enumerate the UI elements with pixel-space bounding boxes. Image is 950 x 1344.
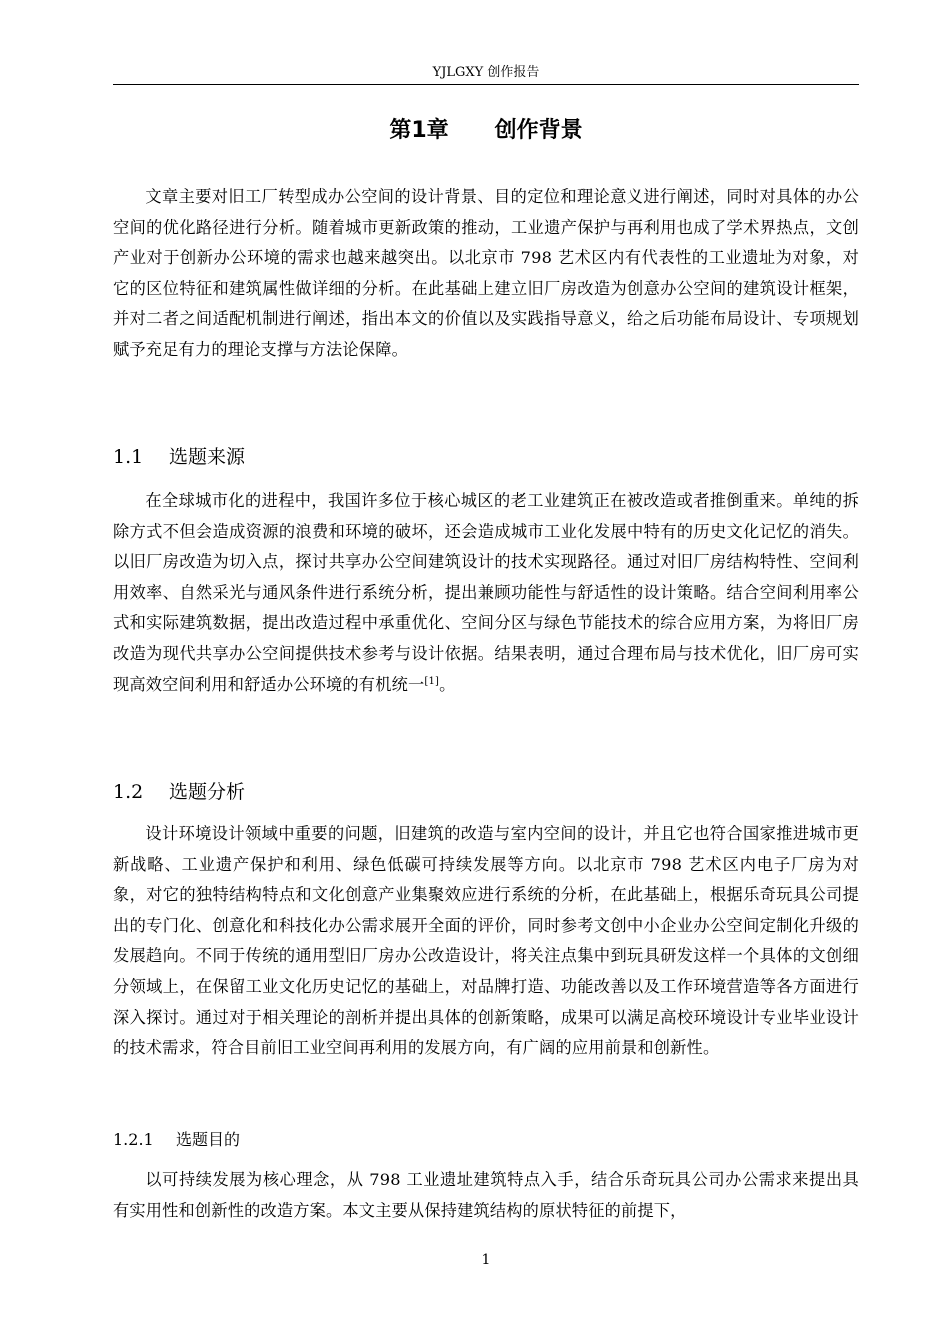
sentence-end: 。 — [439, 674, 456, 694]
section-heading-1-2-1 — [113, 1128, 859, 1152]
section-heading-1-2 — [113, 778, 859, 806]
chapter-number: 第1章 — [389, 118, 449, 143]
running-header: YJLGXY 创作报告 — [432, 65, 540, 80]
section-number: 1.2.1 — [113, 1130, 154, 1149]
intro-paragraph: 文章主要对旧工厂转型成办公空间的设计背景、目的定位和理论意义进行阐述，同时对具体的办公空间的优化路径进行分析。随着城市更新政策的推动，工业遗产保护与再利用也成了学术界热点，文创产业对于创新办公环境的需求也越来越突出。以北京市 798 艺术区内有代表性的工业遗址为对象，对它的区位特征和建筑属性做详细的分析。在此基础上建立旧厂房改造为创意办公空间的建筑设计框架，并对二者之间适配机制进行阐述，指出本文的价值以及实践指导意义，给之后功能布局设计、专项规划赋予充足有力的理论支撑与方法论保障。 — [113, 187, 859, 359]
section-heading-1-1 — [113, 443, 859, 471]
section-number: 1.1 — [113, 446, 144, 468]
section-number: 1.2 — [113, 781, 144, 803]
section-1-2-1-paragraph: 以可持续发展为核心理念，从 798 工业遗址建筑特点入手，结合乐奇玩具公司办公需求来提出具有实用性和创新性的改造方案。本文主要从保持建筑结构的原状特征的前提下， — [113, 1170, 859, 1220]
citation-marker: [1] — [424, 675, 440, 687]
section-title: 选题分析 — [169, 781, 246, 803]
section-1-1-paragraph — [113, 486, 859, 700]
section-title: 选题来源 — [169, 446, 246, 468]
section-1-1-text: 在全球城市化的进程中，我国许多位于核心城区的老工业建筑正在被改造或者推倒重来。单纯的拆除方式不但会造成资源的浪费和环境的破坏，还会造成城市工业化发展中特有的历史文化记忆的消失。以旧厂房改造为切入点，探讨共享办公空间建筑设计的技术实现路径。通过对旧厂房结构特性、空间利用效率、自然采光与通风条件进行系统分析，提出兼顾功能性与舒适性的设计策略。结合空间利用率公式和实际建筑数据，提出改造过程中承重优化、空间分区与绿色节能技术的综合应用方案，为将旧厂房改造为现代共享办公空间提供技术参考与设计依据。结果表明，通过合理布局与技术优化，旧厂房可实现高效空间利用和舒适办公环境的有机统一 — [113, 491, 859, 694]
section-title: 选题目的 — [176, 1130, 241, 1149]
page-number: 1 — [481, 1252, 491, 1268]
header-rule — [113, 84, 859, 85]
section-1-2-paragraph: 设计环境设计领域中重要的问题，旧建筑的改造与室内空间的设计，并且它也符合国家推进城市更新战略、工业遗产保护和利用、绿色低碳可持续发展等方向。以北京市 798 艺术区内电子厂房为对象，对它的独特结构特点和文化创意产业集聚效应进行系统的分析，在此基础上，根据乐奇玩具公司提出的专门化、创意化和科技化办公需求展开全面的评价，同时参考文创中小企业办公空间定制化升级的发展趋向。不同于传统的通用型旧厂房办公改造设计，将关注点集中到玩具研发这样一个具体的文创细分领域上，在保留工业文化历史记忆的基础上，对品牌打造、功能改善以及工作环境营造等各方面进行深入探讨。通过对于相关理论的剖析并提出具体的创新策略，成果可以满足高校环境设计专业毕业设计的技术需求，符合目前旧工业空间再利用的发展方向，有广阔的应用前景和创新性。 — [113, 824, 859, 1058]
chapter-title — [113, 116, 859, 146]
chapter-name: 创作背景 — [494, 118, 583, 143]
